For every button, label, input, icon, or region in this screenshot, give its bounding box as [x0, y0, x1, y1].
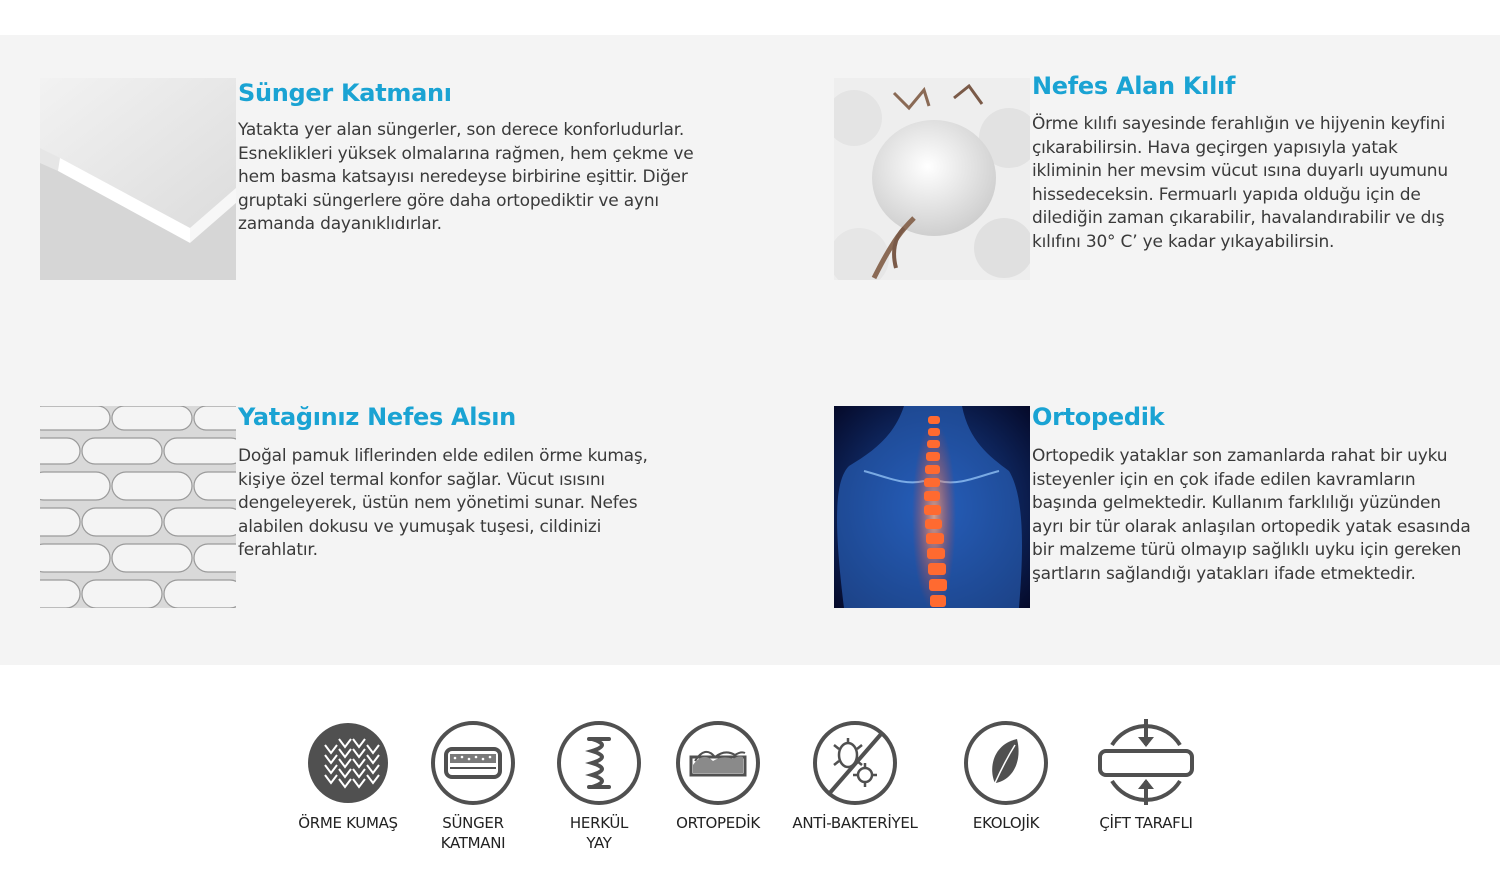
icon-item-spring	[539, 715, 659, 853]
icon-label: EKOLOJİK	[972, 814, 1040, 832]
icon-item-orthopedic	[658, 715, 778, 833]
feature-title: Sünger Katmanı	[238, 79, 452, 107]
icon-item-ecological	[946, 715, 1066, 833]
feature-title: Ortopedik	[1032, 403, 1165, 431]
feature-title: Yatağınız Nefes Alsın	[238, 403, 516, 431]
spring-icon	[554, 715, 644, 805]
anti-bacterial-icon	[810, 715, 900, 805]
icon-label: ÇİFT TARAFLI	[1099, 814, 1193, 832]
cotton-image	[834, 78, 1030, 280]
icon-label: ORTOPEDİK	[676, 814, 760, 832]
spine-image	[834, 406, 1030, 608]
icon-label: HERKÜL	[569, 814, 629, 832]
feature-text: Doğal pamuk liflerinden elde edilen örme kumaş, kişiye özel termal konfor sağlar. Vücut ısısını dengeleyerek, üstün nem yönetimi sunar. Nefes alabilen dokusu ve yumuşak tuşesi, cildinizi ferahlatır.	[238, 446, 648, 561]
icon-label-line2: KATMANI	[440, 834, 506, 852]
feature-icons-row	[0, 715, 1500, 875]
icon-label: ANTİ-BAKTERİYEL	[792, 814, 918, 832]
icon-item-knit	[288, 715, 408, 833]
icon-item-anti-bacterial	[785, 715, 925, 833]
feature-text: Yatakta yer alan süngerler, son derece konforludurlar. Esneklikleri yüksek olmalarına rağmen, hem çekme ve hem basma katsayısı neredeyse birbirine eşittir. Diğer gruptaki süngerlere göre daha ortopediktir ve aynı zamanda dayanıklıdırlar.	[238, 120, 694, 235]
icon-label: SÜNGER	[442, 814, 504, 832]
orthopedic-icon	[673, 715, 763, 805]
icon-label-line2: YAY	[586, 834, 612, 852]
foam-layer-icon	[428, 715, 518, 805]
foam-image	[40, 78, 236, 280]
double-sided-icon	[1094, 715, 1198, 805]
leaf-icon	[961, 715, 1051, 805]
icon-item-double-sided	[1086, 715, 1206, 833]
feature-text: Ortopedik yataklar son zamanlarda rahat bir uyku isteyenler için en çok ifade edilen kavramların başında gelmektedir. Kullanım farklılığı yüzünden ayrı bir tür olarak anlaşılan ortopedik yatak esasında bir malzeme türü olmayıp sağlıklı uyku için gereken şartların sağlandığı yatakları ifade etmektedir.	[1032, 446, 1471, 584]
icon-item-foam	[413, 715, 533, 853]
feature-title: Nefes Alan Kılıf	[1032, 72, 1236, 100]
feature-text: Örme kılıfı sayesinde ferahlığın ve hijyenin keyfini çıkarabilirsin. Hava geçirgen yapısıyla yatak ikliminin her mevsim vücut ısına duyarlı uyumunu hissedeceksin. Fermuarlı yapıda olduğu için de dilediğin zaman çıkarabilir, havalandırabilir ve dış kılıfını 30° C’ ye kadar yıkayabilirsin.	[1032, 114, 1448, 252]
knit-fabric-icon	[303, 715, 393, 805]
icon-label: ÖRME KUMAŞ	[298, 814, 398, 832]
fabric-image	[40, 406, 236, 608]
